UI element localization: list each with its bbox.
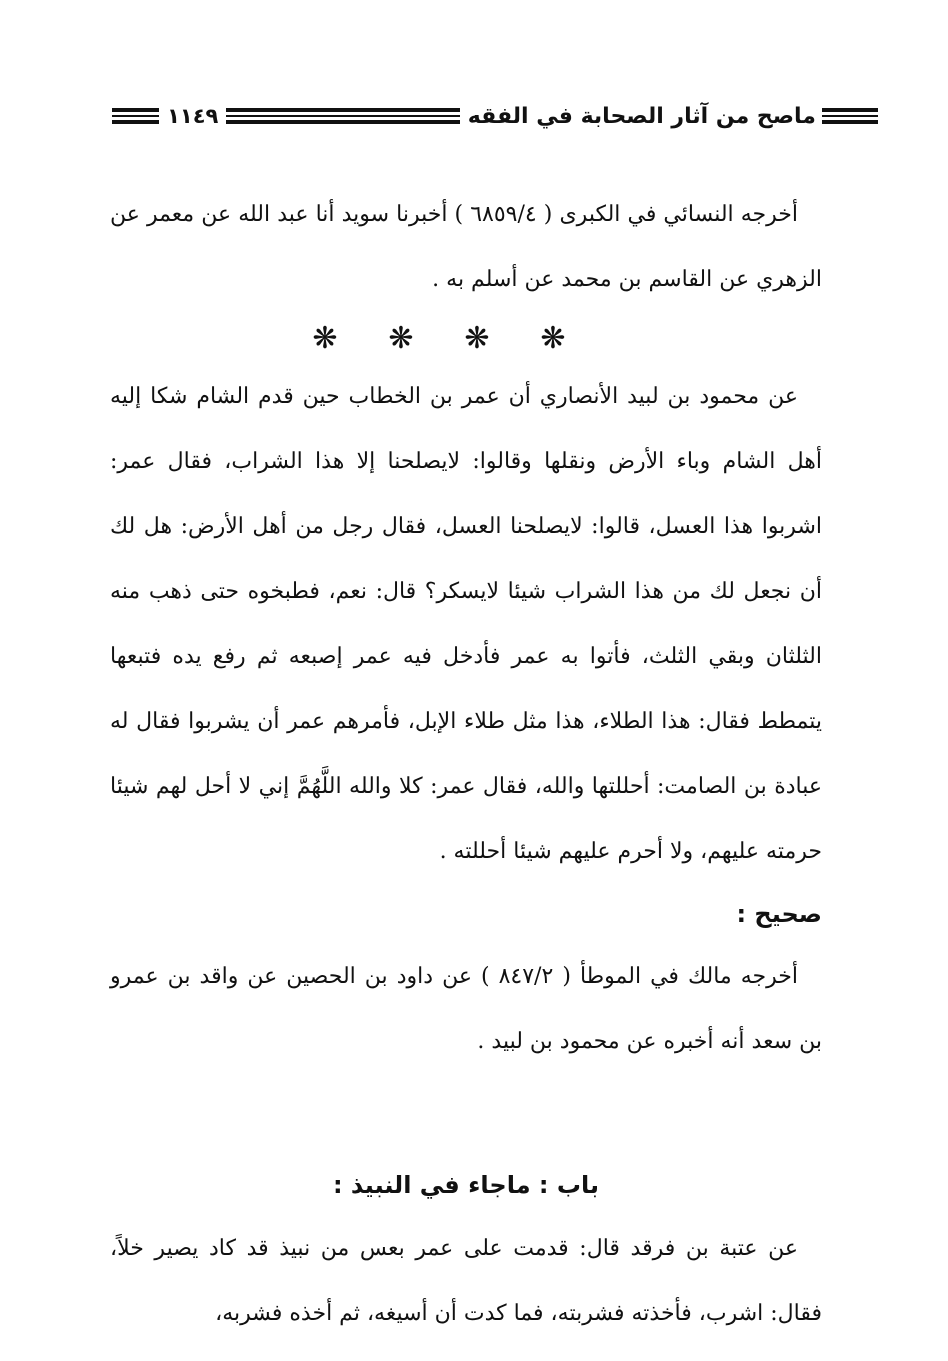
takhrij-paragraph-2: أخرجه مالك في الموطأ ( ٨٤٧/٢ ) عن داود بن الحصين عن واقد بن عمرو بن سعد أنه أخبره عن محمود بن لبيد . — [110, 964, 822, 1054]
star-ornament-icon: ❋ — [388, 320, 414, 356]
grade-heading: صحيح : — [736, 900, 822, 928]
header-rule-right — [822, 108, 878, 124]
book-title: ماصح من آثار الصحابة في الفقه — [467, 103, 816, 129]
star-ornament-icon: ❋ — [540, 320, 566, 356]
page-body — [110, 182, 822, 1346]
section-separator — [110, 312, 768, 364]
star-ornament-icon: ❋ — [312, 320, 338, 356]
chapter-heading: باب : ماجاء في النبيذ : — [332, 1171, 600, 1199]
athar-paragraph-2: عن عتبة بن فرقد قال: قدمت على عمر بعس من نبيذ قد كاد يصير خلاً، فقال: اشرب، فأخذته فشربته، فما كدت أن أسيغه، ثم أخذه فشربه، — [110, 1236, 822, 1326]
page-number: ١١٤٩ — [167, 104, 219, 128]
header-rule-middle — [226, 108, 459, 124]
header-rule-left — [112, 108, 159, 124]
running-header — [112, 96, 878, 136]
athar-paragraph-1: عن محمود بن لبيد الأنصاري أن عمر بن الخطاب حين قدم الشام شكا إليه أهل الشام وباء الأرض ونقلها وقالوا: لايصلحنا إلا هذا الشراب، فقال عمر: اشربوا هذا العسل، قالوا: لايصلحنا العسل، فقال رجل من أهل الأرض: هل لك أن نجعل لك من هذا الشراب شيئا لايسكر؟ قال: نعم، فطبخوه حتى ذهب منه الثلثان وبقي الثلث، فأتوا به عمر فأدخل فيه عمر إصبعه ثم رفع يده فتبعها يتمطط فقال: هذا الطلاء، هذا مثل طلاء الإبل، فأمرهم عمر أن يشربوا فقال له عبادة بن الصامت: أحللتها والله، فقال عمر: كلا والله اللَّهُمَّ إني لا أحل لهم شيئا حرمته عليهم، ولا أحرم عليهم شيئا أحللته . — [110, 384, 822, 864]
star-ornament-icon: ❋ — [464, 320, 490, 356]
spacer — [110, 1074, 822, 1154]
takhrij-paragraph-1: أخرجه النسائي في الكبرى ( ٦٨٥٩/٤ ) أخبرنا سويد أنا عبد الله عن معمر عن الزهري عن القاسم بن محمد عن أسلم به . — [110, 202, 822, 292]
